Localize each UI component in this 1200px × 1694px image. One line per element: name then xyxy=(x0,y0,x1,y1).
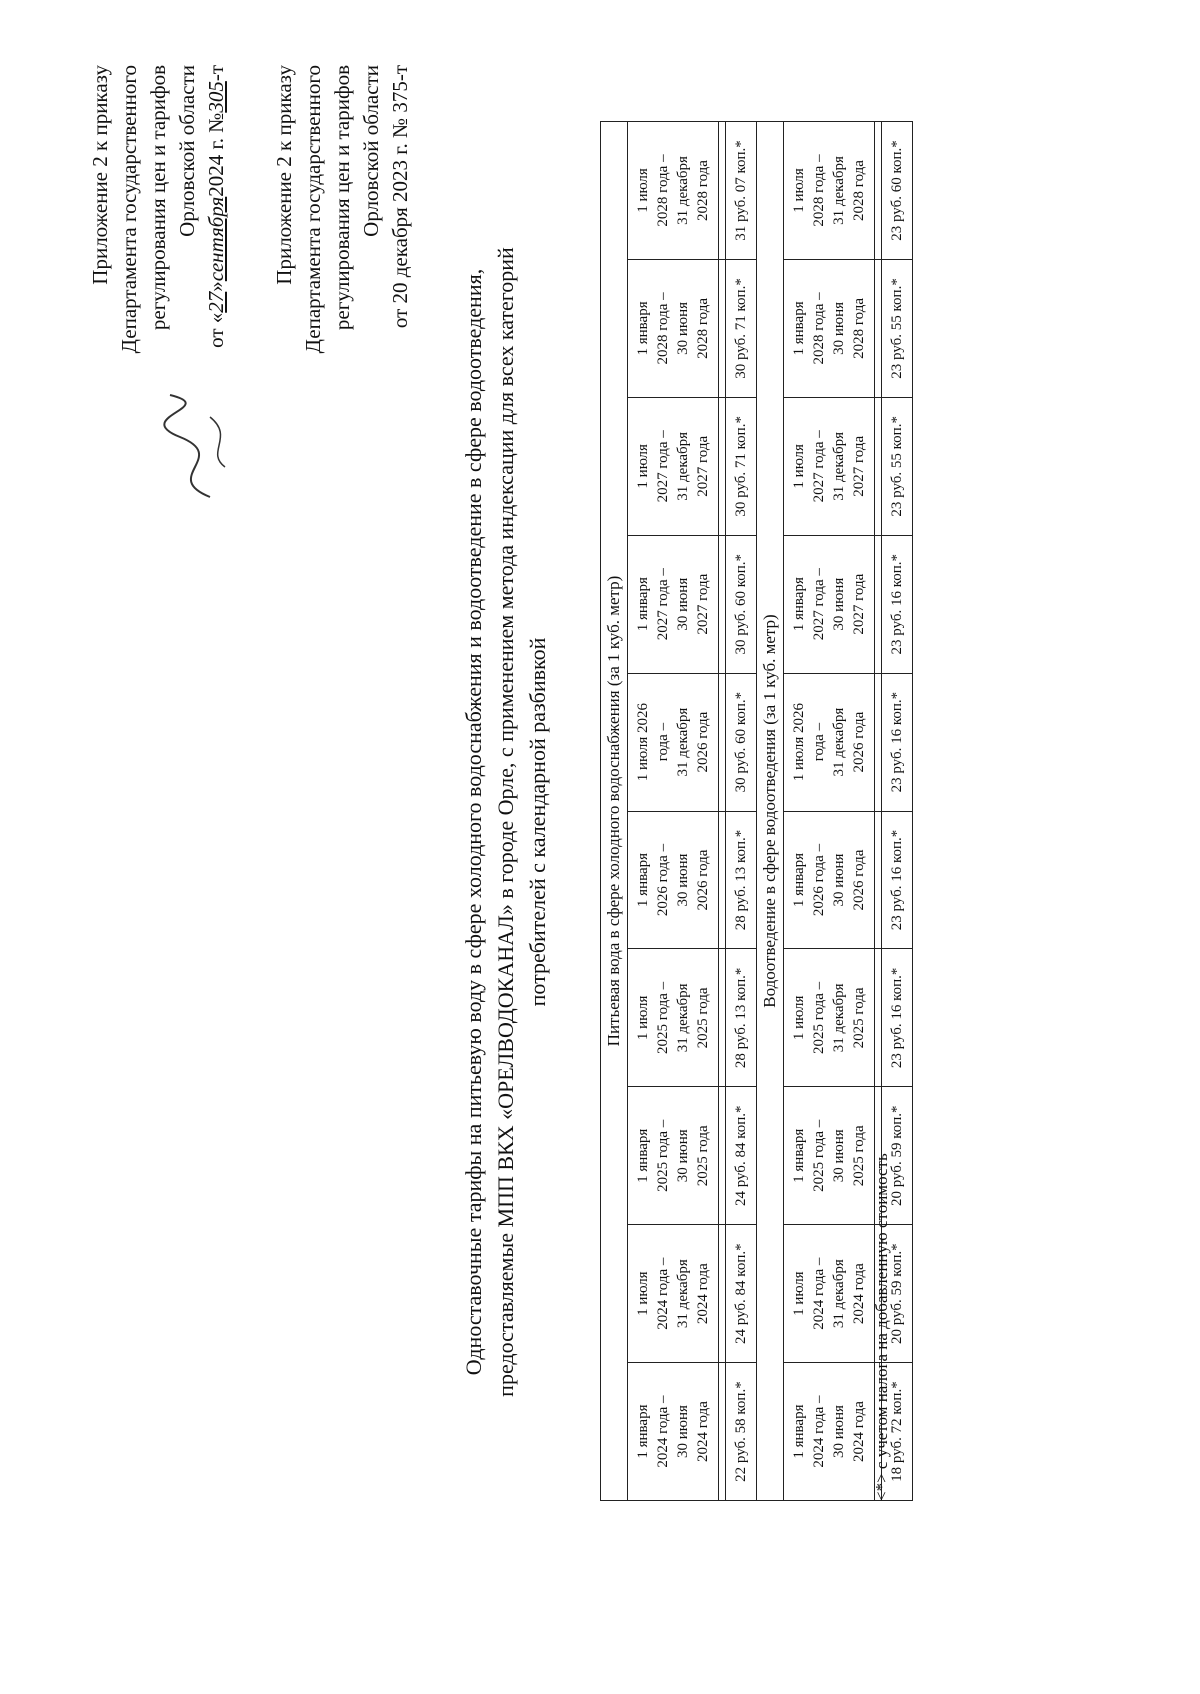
period-line: 2024 года – xyxy=(811,1395,827,1468)
period-line: 2027 года xyxy=(851,435,867,497)
tariff-value-cell: 30 руб. 71 коп.* xyxy=(726,259,757,397)
period-line: 2025 года xyxy=(851,1125,867,1187)
period-cell xyxy=(784,949,875,1087)
tariff-value-cell: 23 руб. 55 коп.* xyxy=(882,397,913,535)
period-cell xyxy=(784,673,875,811)
period-row xyxy=(628,122,719,1501)
rotated-content xyxy=(0,47,1100,1647)
period-line: 1 июля xyxy=(635,1271,651,1316)
tariff-value-cell: 24 руб. 84 коп.* xyxy=(726,1225,757,1363)
tariff-table xyxy=(600,121,913,1501)
title-line: Одноставочные тарифы на питьевую воду в сфере холодного водоснабжения и водоотведение в сфере водоотведения, xyxy=(461,268,486,1376)
period-line: года – xyxy=(811,722,827,762)
period-line: 1 января xyxy=(791,301,807,356)
spacer-cell xyxy=(719,122,726,260)
date-month: сентября xyxy=(204,196,228,282)
period-row xyxy=(784,122,875,1501)
period-line: 30 июня xyxy=(675,853,691,907)
period-line: 1 января xyxy=(635,1404,651,1459)
period-line: 30 июня xyxy=(675,1129,691,1183)
period-line: 31 декабря xyxy=(675,1259,691,1329)
signature xyxy=(150,387,240,507)
period-line: 30 июня xyxy=(831,577,847,631)
period-line: 31 декабря xyxy=(675,156,691,225)
period-line: 30 июня xyxy=(831,853,847,907)
period-line: 1 января xyxy=(791,1128,807,1183)
spacer-cell xyxy=(719,1087,726,1225)
header-line: Департамента государственного xyxy=(117,65,141,354)
period-line: 30 июня xyxy=(675,301,691,355)
tariff-value-cell: 23 руб. 16 коп.* xyxy=(882,811,913,949)
period-line: 2028 года – xyxy=(655,292,671,365)
period-line: 1 июля 2026 xyxy=(635,702,651,782)
period-line: 2025 года – xyxy=(655,981,671,1054)
period-line: 1 июля xyxy=(791,995,807,1041)
spacer-cell xyxy=(719,535,726,673)
tariff-value-cell: 22 руб. 58 коп.* xyxy=(726,1363,757,1501)
period-cell xyxy=(784,397,875,535)
period-line: 30 июня xyxy=(675,577,691,631)
period-line: 1 июля xyxy=(635,444,651,489)
header-line: регулирования цен и тарифов xyxy=(146,65,170,331)
section-title: Питьевая вода в сфере холодного водоснабжения (за 1 куб. метр) xyxy=(601,122,628,1501)
period-line: 2027 года – xyxy=(811,568,827,641)
tariff-value-cell: 28 руб. 13 коп.* xyxy=(726,811,757,949)
header-current-order xyxy=(86,65,231,353)
period-cell xyxy=(628,122,719,260)
period-line: 2028 года xyxy=(851,297,867,359)
period-line: 31 декабря xyxy=(831,431,847,501)
spacer-cell xyxy=(719,1363,726,1501)
period-line: 1 января xyxy=(635,852,651,908)
period-cell xyxy=(784,259,875,397)
tariff-value-cell: 23 руб. 60 коп.* xyxy=(882,122,913,260)
period-line: 2028 года – xyxy=(811,154,827,227)
tariff-value-cell: 28 руб. 13 коп.* xyxy=(726,949,757,1087)
period-cell xyxy=(628,673,719,811)
period-line: 1 января xyxy=(635,577,651,632)
period-line: 31 декабря xyxy=(831,707,847,777)
period-line: 2026 года – xyxy=(811,843,827,917)
period-line: 1 июля xyxy=(791,168,807,213)
period-line: 2025 года – xyxy=(655,1119,671,1192)
header-date-line: от «27»сентября2024 г. №305-т xyxy=(204,65,228,348)
period-line: 2028 года xyxy=(851,160,867,221)
tariff-value-cell: 31 руб. 07 коп.* xyxy=(726,122,757,260)
tariff-value-cell: 30 руб. 71 коп.* xyxy=(726,397,757,535)
spacer-cell xyxy=(719,1225,726,1363)
header-line: Департамента государственного xyxy=(301,65,325,354)
period-line: 2024 года xyxy=(851,1263,867,1325)
period-line: 2024 года – xyxy=(655,1257,671,1330)
spacer-cell xyxy=(875,673,882,811)
period-line: 2026 года xyxy=(695,849,711,911)
title-line: потребителей с календарной разбивкой xyxy=(525,637,550,1007)
spacer-cell xyxy=(875,122,882,260)
period-line: 2026 года – xyxy=(655,843,671,917)
period-line: 30 июня xyxy=(675,1405,691,1459)
period-line: 2025 года xyxy=(695,987,711,1049)
period-line: 1 января xyxy=(791,577,807,632)
period-line: 2026 года xyxy=(695,711,711,773)
spacer-cell xyxy=(719,811,726,949)
period-line: 2027 года – xyxy=(811,430,827,503)
period-line: 31 декабря xyxy=(831,156,847,225)
section-title: Водоотведение в сфере водоотведения (за 1 куб. метр) xyxy=(757,122,784,1501)
period-line: 30 июня xyxy=(831,1129,847,1183)
period-line: 2024 года xyxy=(695,1401,711,1462)
period-line: 1 июля xyxy=(635,995,651,1041)
spacer-cell xyxy=(719,673,726,811)
header-line: Приложение 2 к приказу xyxy=(88,65,112,285)
header-previous-order xyxy=(270,65,415,353)
period-line: 2025 года – xyxy=(811,981,827,1054)
spacer-cell xyxy=(875,811,882,949)
spacer-row xyxy=(719,122,726,1501)
period-line: 2024 года – xyxy=(811,1257,827,1330)
period-line: 1 июля 2026 xyxy=(791,702,807,782)
period-cell xyxy=(784,1087,875,1225)
period-cell xyxy=(628,811,719,949)
header-line: от 20 декабря 2023 г. № 375-т xyxy=(388,65,412,329)
period-line: 31 декабря xyxy=(675,431,691,501)
period-line: 1 января xyxy=(635,301,651,356)
period-line: 30 июня xyxy=(831,301,847,355)
period-line: 30 июня xyxy=(831,1405,847,1459)
spacer-cell xyxy=(875,259,882,397)
period-line: 1 июля xyxy=(791,444,807,489)
period-cell xyxy=(784,1363,875,1501)
document-title xyxy=(458,97,554,1547)
period-line: 2027 года – xyxy=(655,568,671,641)
tariff-value-cell: 23 руб. 55 коп.* xyxy=(882,259,913,397)
period-cell xyxy=(628,535,719,673)
period-cell xyxy=(784,1225,875,1363)
period-cell xyxy=(628,949,719,1087)
tariff-value-cell: 30 руб. 60 коп.* xyxy=(726,673,757,811)
period-line: 31 декабря xyxy=(675,983,691,1053)
period-line: 2028 года xyxy=(695,297,711,359)
period-cell xyxy=(628,1363,719,1501)
spacer-cell xyxy=(875,949,882,1087)
period-line: 1 января xyxy=(791,1404,807,1459)
tariff-value-cell: 20 руб. 59 коп.* xyxy=(882,1225,913,1363)
period-line: 2026 года xyxy=(851,849,867,911)
period-line: 1 января xyxy=(791,852,807,908)
header-line: Орловской области xyxy=(175,65,199,237)
period-cell xyxy=(784,122,875,260)
period-line: 2025 года – xyxy=(811,1119,827,1192)
period-cell xyxy=(628,259,719,397)
date-day: 27 xyxy=(204,291,228,313)
spacer-cell xyxy=(719,397,726,535)
period-line: 1 января xyxy=(635,1128,651,1183)
period-line: 2027 года xyxy=(851,573,867,635)
period-cell xyxy=(628,1225,719,1363)
period-line: 2024 года – xyxy=(655,1395,671,1468)
period-cell xyxy=(784,535,875,673)
period-line: 2028 года – xyxy=(811,292,827,365)
period-line: 2025 года xyxy=(695,1125,711,1187)
value-row xyxy=(726,122,757,1501)
period-cell xyxy=(628,397,719,535)
tariff-value-cell: 24 руб. 84 коп.* xyxy=(726,1087,757,1225)
period-line: 2027 года xyxy=(695,573,711,635)
period-line: 1 июля xyxy=(791,1271,807,1316)
tariff-value-cell: 30 руб. 60 коп.* xyxy=(726,535,757,673)
section-header-row xyxy=(601,122,628,1501)
spacer-cell xyxy=(875,397,882,535)
period-line: 2028 года – xyxy=(655,154,671,227)
tariff-value-cell: 20 руб. 59 коп.* xyxy=(882,1087,913,1225)
period-line: года – xyxy=(655,722,671,762)
tariff-value-cell: 23 руб. 16 коп.* xyxy=(882,673,913,811)
period-line: 2024 года xyxy=(695,1263,711,1325)
period-line: 31 декабря xyxy=(831,1259,847,1329)
header-line: Орловской области xyxy=(359,65,383,237)
spacer-cell xyxy=(719,259,726,397)
tariff-table-wrapper xyxy=(600,121,913,1501)
period-line: 2027 года – xyxy=(655,430,671,503)
period-line: 2028 года xyxy=(695,160,711,221)
title-line: предоставляемые МПП ВКХ «ОРЕЛВОДОКАНАЛ» в городе Орле, с применением метода индексации для всех категорий xyxy=(493,247,518,1397)
order-number: 305 xyxy=(204,81,228,113)
spacer-cell xyxy=(719,949,726,1087)
tariff-value-cell: 23 руб. 16 коп.* xyxy=(882,949,913,1087)
period-line: 2027 года xyxy=(695,435,711,497)
section-header-row xyxy=(757,122,784,1501)
tariff-value-cell: 23 руб. 16 коп.* xyxy=(882,535,913,673)
tariff-value-cell: 18 руб. 72 коп.* xyxy=(882,1363,913,1501)
period-line: 2025 года xyxy=(851,987,867,1049)
period-line: 31 декабря xyxy=(831,983,847,1053)
period-line: 2024 года xyxy=(851,1401,867,1462)
period-line: 31 декабря xyxy=(675,707,691,777)
spacer-cell xyxy=(875,535,882,673)
period-cell xyxy=(784,811,875,949)
header-line: Приложение 2 к приказу xyxy=(272,65,296,285)
footnote: <*> с учетом налога на добавленную стоимость xyxy=(872,1153,891,1501)
period-cell xyxy=(628,1087,719,1225)
period-line: 1 июля xyxy=(635,168,651,213)
period-line: 2026 года xyxy=(851,711,867,773)
header-line: регулирования цен и тарифов xyxy=(330,65,354,331)
